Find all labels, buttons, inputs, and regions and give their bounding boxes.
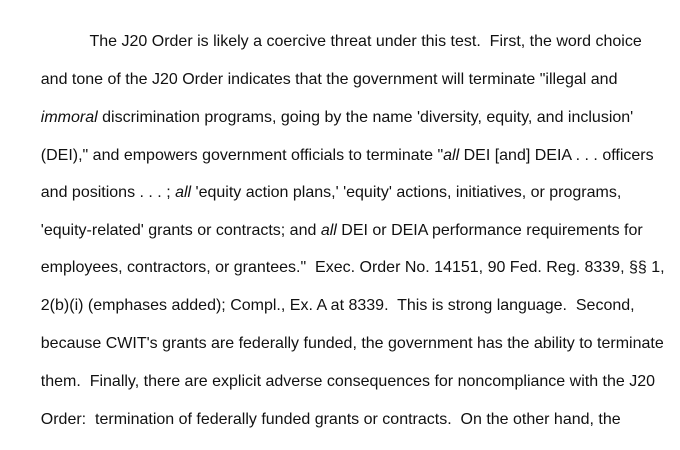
text-run: them. Finally, there are explicit adverse consequences for noncompliance with the J20 (40, 373, 656, 390)
text-run: The J20 Order is likely a coercive threat under this test. First, the word choice (89, 33, 642, 50)
text-run: discrimination programs, going by the name 'diversity, equity, and inclusion' (97, 109, 634, 126)
text-run: (DEI)," and empowers government officials to terminate " (40, 147, 444, 164)
paragraph-line-11 (23, 390, 621, 450)
emphasis-text: immoral (40, 109, 98, 126)
text-run: DEI [and] DEIA . . . officers (459, 147, 654, 164)
emphasis-text: all (320, 222, 337, 239)
text-run: 'equity-related' grants or contracts; and (40, 222, 321, 239)
text-run: Order: termination of federally funded grants or contracts. On the other hand, the (40, 411, 621, 428)
emphasis-text: all (443, 147, 460, 164)
text-run: 2(b)(i) (emphases added); Compl., Ex. A at 8339. This is strong language. Second, (40, 297, 635, 314)
text-run: 'equity action plans,' 'equity' actions, initiatives, or programs, (191, 184, 622, 201)
text-run: employees, contractors, or grantees." Exec. Order No. 14151, 90 Fed. Reg. 8339, §§ 1, (40, 259, 665, 276)
text-run: because CWIT's grants are federally funded, the government has the ability to terminate (40, 335, 664, 352)
text-run: and tone of the J20 Order indicates that the government will terminate "illegal and (40, 71, 618, 88)
text-run: DEI or DEIA performance requirements for (336, 222, 643, 239)
text-run: and positions . . . ; (40, 184, 176, 201)
emphasis-text: all (175, 184, 192, 201)
